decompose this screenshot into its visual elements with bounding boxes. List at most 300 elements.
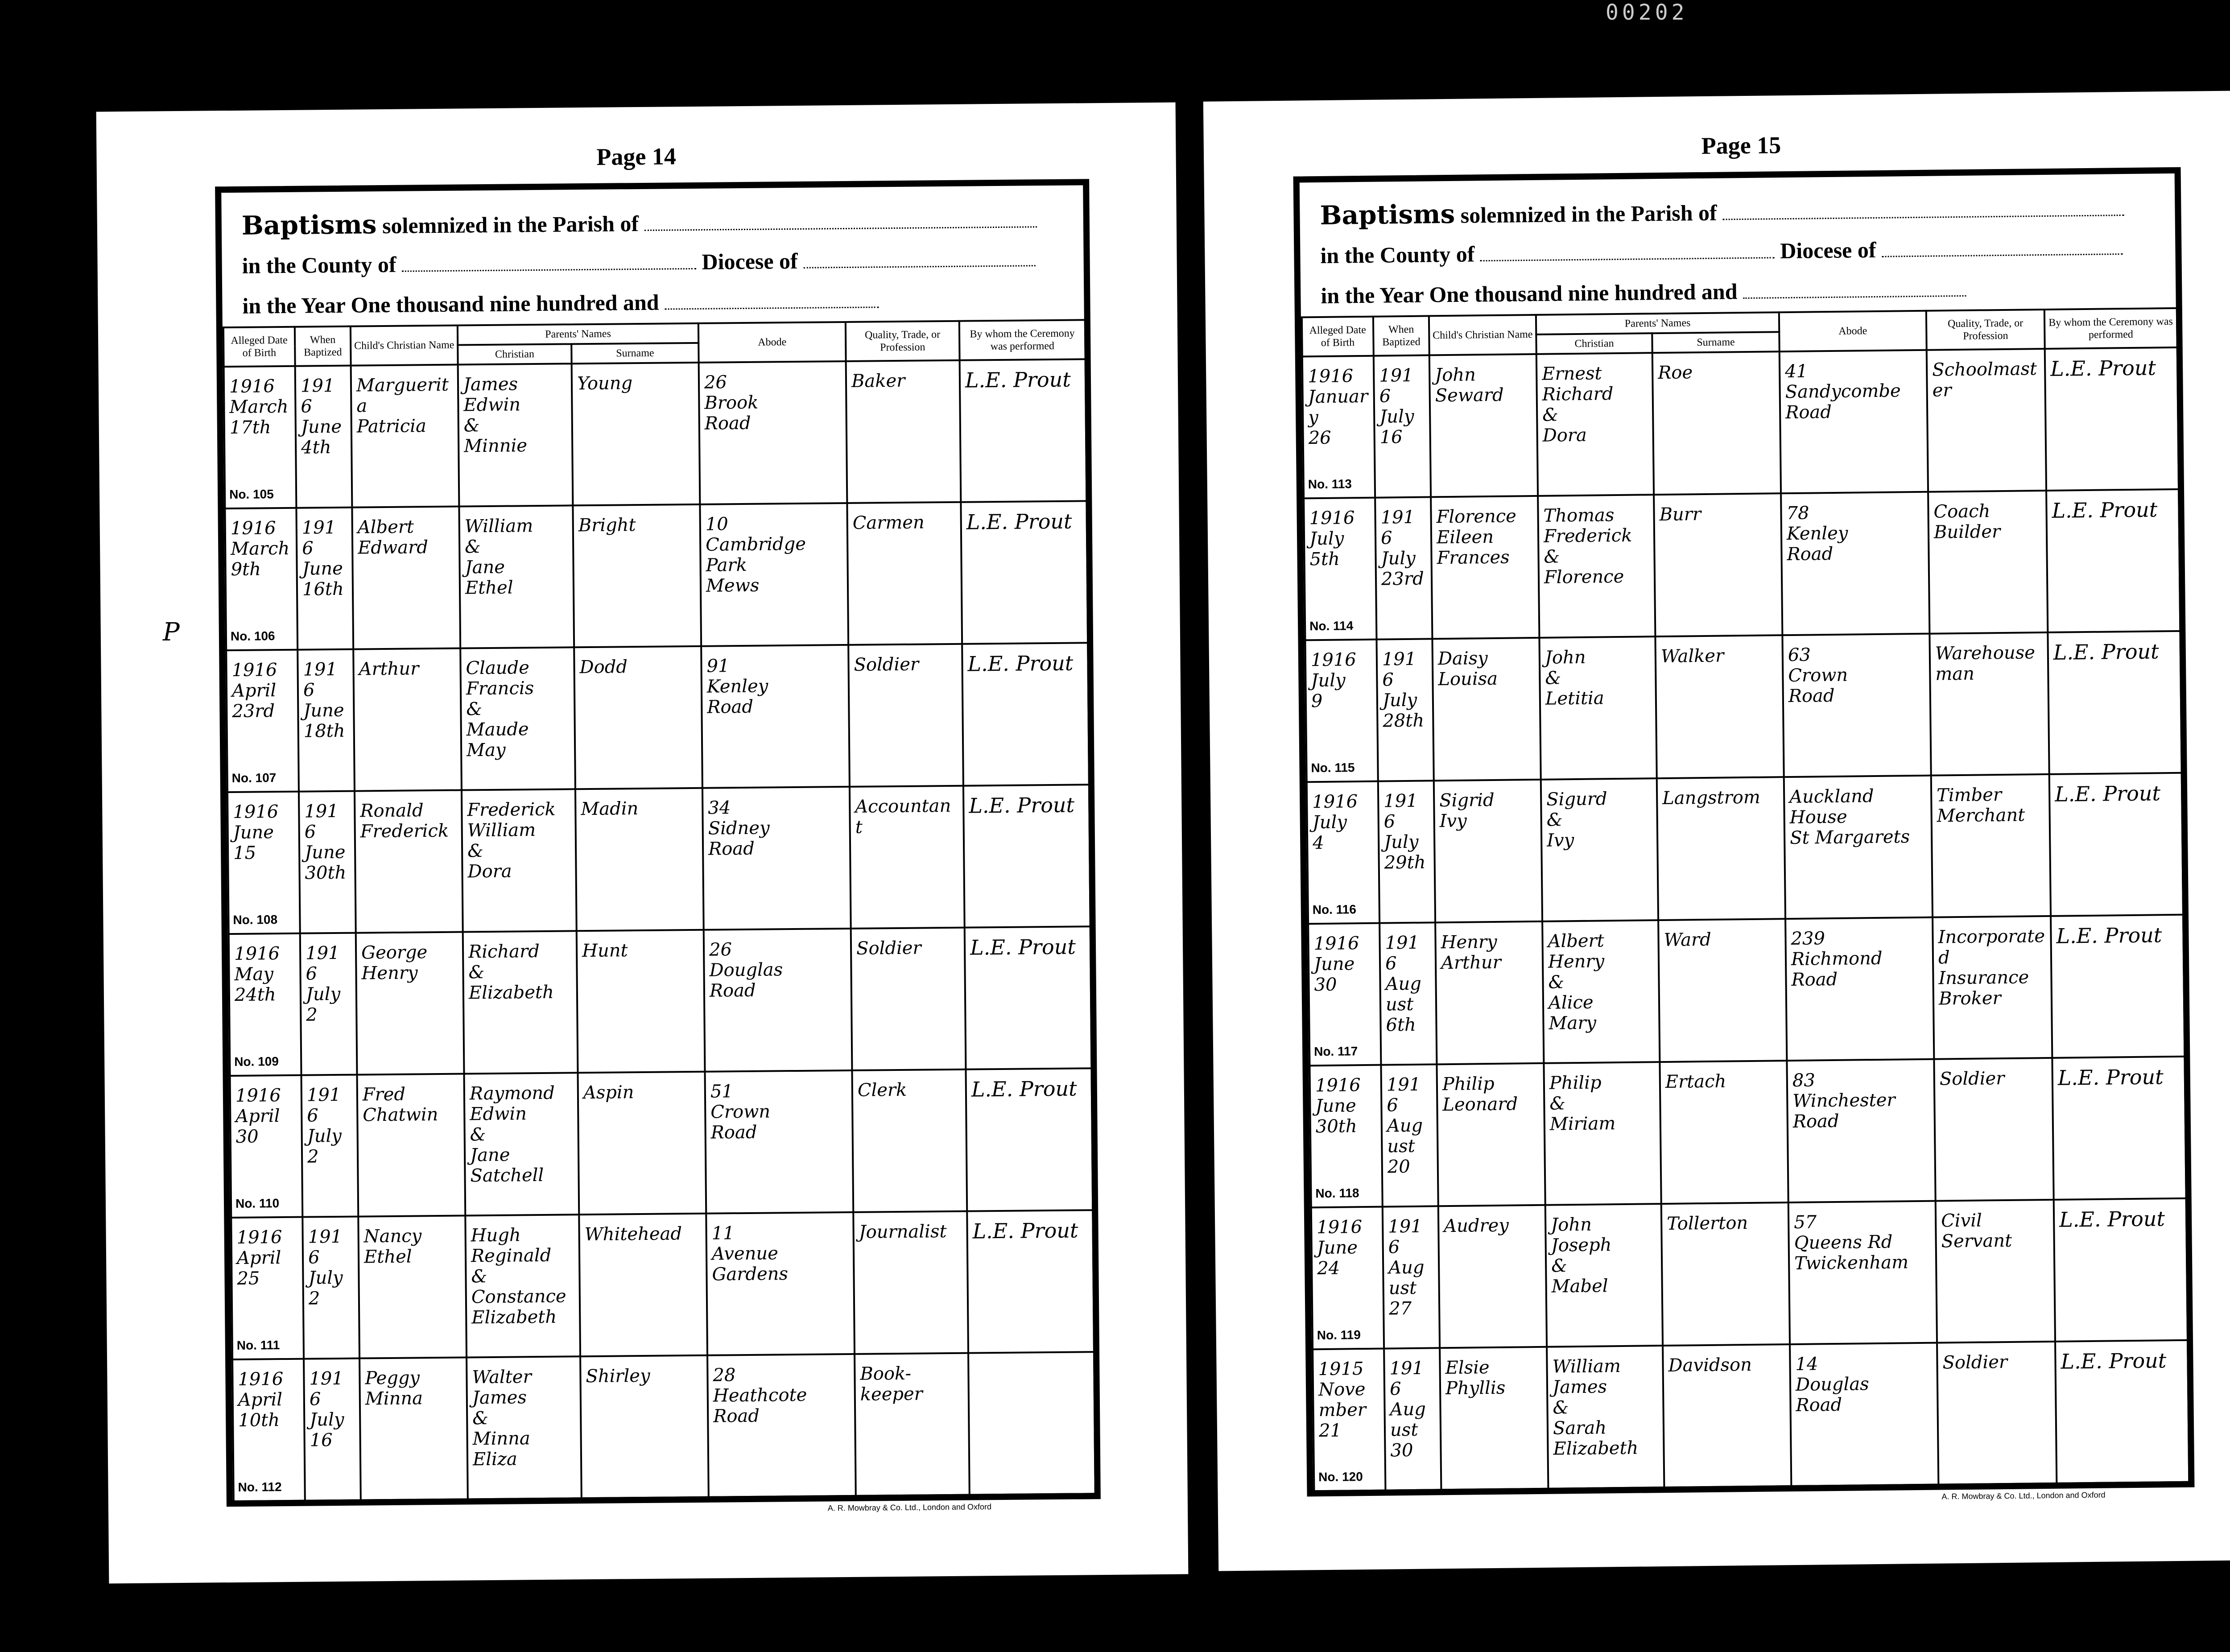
- baptism-table: [1301, 307, 2190, 1492]
- entry-parents-christian-cell: [1544, 1062, 1661, 1205]
- entry-profession-cell: [852, 1070, 967, 1212]
- entry-birth-date-cell: [225, 508, 297, 650]
- entry-surname: Young: [577, 373, 633, 394]
- entry-birth-date: 1916 June 30: [1313, 933, 1359, 995]
- entry-child-name: George Henry: [361, 942, 428, 984]
- entry-baptized-date-cell: [1381, 1064, 1438, 1206]
- page-number: Page 14: [596, 143, 677, 170]
- entry-surname-cell: [1660, 1061, 1788, 1204]
- col-parents-names: Parents' Names: [1536, 312, 1779, 335]
- entry-profession-cell: [855, 1353, 970, 1496]
- entry-abode: 28 Heathcote Road: [713, 1365, 807, 1427]
- entry-abode: 91 Kenley Road: [706, 656, 768, 718]
- entry-parents-christian-cell: [459, 505, 574, 648]
- entry-birth-date-cell: [1307, 781, 1379, 924]
- entry-baptized-date: 1916 August 6th: [1385, 932, 1422, 1036]
- entry-parents-christian: Claude Francis & Maude May: [466, 657, 534, 761]
- entry-parents-christian: James Edwin & Minnie: [463, 374, 528, 457]
- entry-abode: 83 Winchester Road: [1792, 1070, 1896, 1132]
- entry-number: No. 109: [234, 1054, 279, 1069]
- entry-number: No. 118: [1315, 1186, 1359, 1201]
- year-label: in the Year One thousand nine hundred and: [242, 289, 659, 318]
- entry-child-name-cell: [1434, 780, 1542, 922]
- entry-baptized-date: 1916 July 29th: [1383, 790, 1426, 873]
- entry-profession-cell: [1934, 1058, 2053, 1201]
- entry-profession-cell: [1929, 632, 2049, 776]
- entry-parents-christian-cell: [1547, 1346, 1664, 1489]
- entry-abode-cell: [1780, 350, 1928, 493]
- col-alleged-date: Alleged Date of Birth: [223, 327, 295, 367]
- col-abode: Abode: [698, 322, 846, 363]
- table-row: [1305, 631, 2181, 782]
- entry-officiant: L.E. Prout: [970, 934, 1076, 960]
- entry-parents-christian: Raymond Edwin & Jane Satchell: [469, 1082, 555, 1186]
- entry-child-name: Nancy Ethel: [363, 1226, 422, 1268]
- entry-baptized-date: 1916 August 27: [1388, 1216, 1425, 1319]
- table-row: [231, 1210, 1094, 1359]
- entry-surname-cell: [578, 1072, 706, 1214]
- entry-profession: Timber Merchant: [1936, 785, 2025, 826]
- col-surname: Surname: [571, 343, 698, 363]
- entry-birth-date-cell: [1305, 640, 1378, 782]
- entry-profession-cell: [853, 1211, 968, 1354]
- year-label: in the Year One thousand nine hundred and: [1321, 279, 1738, 308]
- entry-birth-date-cell: [1304, 498, 1376, 640]
- entry-officiant: L.E. Prout: [2057, 1065, 2164, 1090]
- entry-child-name-cell: [352, 507, 460, 649]
- entry-birth-date: 1916 June 30th: [1315, 1075, 1361, 1137]
- entry-parents-christian: Philip & Miriam: [1549, 1072, 1616, 1135]
- entry-number: No. 119: [1317, 1328, 1361, 1342]
- entry-profession: Incorporated Insurance Broker: [1938, 926, 2045, 1009]
- entry-officiant: L.E. Prout: [2056, 923, 2162, 948]
- entry-baptized-date: 1916 July 28th: [1382, 648, 1425, 731]
- margin-annotation: P: [163, 618, 180, 647]
- entry-officiant: L.E. Prout: [969, 793, 1075, 818]
- entry-surname: Burr: [1659, 504, 1701, 525]
- scan-reel-mark: 00202: [1606, 0, 1688, 25]
- col-child-name: Child's Christian Name: [1429, 315, 1536, 355]
- entry-officiant: [969, 1353, 1093, 1363]
- entry-number: No. 113: [1308, 477, 1352, 491]
- table-row: [227, 785, 1090, 934]
- county-label: in the County of: [1320, 241, 1475, 268]
- entry-baptized-date-cell: [301, 1075, 359, 1217]
- entry-parents-christian: John & Letitia: [1544, 647, 1604, 709]
- table-row: [1313, 1340, 2189, 1491]
- col-by-whom: By whom the Ceremony was performed: [2044, 308, 2177, 349]
- entry-parents-christian-cell: [464, 1073, 579, 1215]
- entry-birth-date-cell: [1313, 1349, 1385, 1491]
- entry-abode: 57 Queens Rd Twickenham: [1793, 1212, 1909, 1274]
- entry-surname-cell: [1658, 919, 1787, 1062]
- entry-abode-cell: [1790, 1343, 1938, 1486]
- entry-birth-date-cell: [229, 933, 301, 1076]
- entry-abode-cell: [706, 1212, 855, 1355]
- entry-surname-cell: [1654, 493, 1782, 636]
- entry-officiant: L.E. Prout: [971, 1076, 1077, 1102]
- printer-imprint: A. R. Mowbray & Co. Ltd., London and Oxford: [1941, 1490, 2106, 1501]
- entry-profession: Soldier: [1939, 1068, 2005, 1090]
- entry-baptized-date-cell: [1383, 1206, 1440, 1348]
- entry-child-name-cell: [1435, 921, 1544, 1064]
- entry-birth-date-cell: [231, 1217, 304, 1359]
- col-quality: Quality, Trade, or Profession: [1926, 310, 2045, 350]
- entry-number: No. 107: [231, 771, 277, 785]
- entry-surname-cell: [580, 1355, 709, 1498]
- entry-surname-cell: [1655, 635, 1784, 778]
- entry-abode: 26 Brook Road: [704, 372, 759, 434]
- entry-surname: Madin: [581, 798, 639, 820]
- entry-abode: 63 Crown Road: [1788, 644, 1848, 707]
- col-parents-names: Parents' Names: [458, 323, 698, 345]
- table-row: [224, 359, 1087, 508]
- entry-birth-date: 1916 January 26: [1308, 366, 1368, 449]
- year-fill-line: [665, 289, 879, 310]
- register-header: [221, 185, 1084, 326]
- entry-surname-cell: [577, 930, 705, 1073]
- register-page-left: [96, 103, 1189, 1584]
- entry-child-name: Ronald Frederick: [360, 800, 449, 842]
- entry-birth-date: 1916 April 23rd: [231, 660, 277, 722]
- entry-surname: Bright: [578, 515, 636, 536]
- entry-child-name: Elsie Phyllis: [1445, 1357, 1506, 1399]
- entry-abode: 11 Avenue Gardens: [711, 1223, 789, 1285]
- entry-child-name-cell: [1429, 354, 1538, 497]
- table-row: [1302, 347, 2179, 499]
- entry-officiant-cell: [2055, 1340, 2189, 1483]
- entry-profession: Accountant: [855, 795, 951, 838]
- entry-abode-cell: [1782, 634, 1931, 777]
- baptism-table: [223, 319, 1096, 1502]
- county-fill-line: [402, 250, 696, 272]
- entry-abode: 51 Crown Road: [710, 1081, 771, 1143]
- entry-surname: Shirley: [586, 1365, 650, 1387]
- table-row: [229, 926, 1092, 1076]
- entry-officiant: L.E. Prout: [2050, 355, 2156, 381]
- entry-abode-cell: [700, 503, 848, 646]
- entry-child-name-cell: [1432, 638, 1540, 781]
- entry-officiant: L.E. Prout: [965, 367, 1071, 392]
- entry-child-name: Philip Leonard: [1442, 1073, 1518, 1115]
- entry-parents-christian: Walter James & Minna Eliza: [472, 1367, 532, 1470]
- entry-parents-christian: Albert Henry & Alice Mary: [1548, 930, 1605, 1034]
- entry-profession-cell: [847, 502, 962, 645]
- diocese-label: Diocese of: [702, 248, 798, 274]
- entry-number: No. 111: [236, 1338, 280, 1352]
- parish-fill-line: [644, 208, 1037, 231]
- parish-label: solemnized in the Parish of: [1460, 200, 1717, 228]
- entry-number: No. 110: [235, 1196, 280, 1210]
- entry-baptized-date: 1916 August 30: [1389, 1358, 1426, 1461]
- entry-surname: Aspin: [583, 1082, 634, 1103]
- entry-profession: Soldier: [1942, 1351, 2008, 1373]
- col-quality: Quality, Trade, or Profession: [846, 321, 960, 361]
- entry-officiant-cell: [2051, 915, 2185, 1058]
- entry-profession-cell: [1936, 1200, 2055, 1343]
- entry-parents-christian-cell: [1539, 636, 1656, 780]
- entry-number: No. 108: [233, 913, 278, 927]
- entry-profession: Carmen: [852, 512, 925, 533]
- diocese-fill-line: [803, 247, 1035, 268]
- entry-profession: Schoolmaster: [1932, 359, 2037, 401]
- entry-baptized-date-cell: [296, 508, 353, 650]
- entry-profession: Baker: [851, 370, 905, 392]
- entry-child-name: Fred Chatwin: [362, 1084, 438, 1126]
- entry-abode-cell: [1781, 492, 1929, 635]
- entry-profession: Journalist: [859, 1221, 947, 1243]
- entry-abode-cell: [1785, 917, 1934, 1061]
- entry-birth-date: 1916 March 9th: [230, 518, 290, 580]
- baptism-register: [1293, 167, 2195, 1497]
- entry-parents-christian-cell: [460, 647, 575, 790]
- entry-baptized-date: 1916 July 2: [308, 1226, 343, 1309]
- entry-parents-christian: Richard & Elizabeth: [468, 941, 554, 1004]
- entry-surname-cell: [575, 788, 704, 931]
- entry-officiant-cell: [963, 785, 1090, 927]
- entry-officiant-cell: [966, 1068, 1093, 1211]
- table-row: [1304, 489, 2180, 640]
- col-when-baptized: When Baptized: [1373, 316, 1429, 355]
- entry-baptized-date: 1916 July 2: [306, 1084, 342, 1167]
- entry-parents-christian-cell: [463, 931, 578, 1074]
- entry-number: No. 116: [1312, 902, 1357, 917]
- entry-surname: Langstrom: [1662, 787, 1760, 809]
- entry-baptized-date: 1916 August 20: [1386, 1074, 1423, 1177]
- entry-baptized-date: 1916 June 16th: [301, 517, 344, 600]
- entry-birth-date-cell: [227, 792, 300, 934]
- entry-baptized-date-cell: [302, 1217, 359, 1359]
- entry-birth-date: 1916 March 17th: [229, 376, 289, 438]
- entry-baptized-date-cell: [1379, 922, 1437, 1065]
- entry-child-name: Daisy Louisa: [1437, 648, 1498, 690]
- col-child-name: Child's Christian Name: [351, 326, 458, 366]
- entry-profession-cell: [1927, 349, 2046, 492]
- entry-abode: 41 Sandycombe Road: [1784, 361, 1901, 423]
- entry-abode-cell: [704, 929, 852, 1072]
- entry-profession: Book- keeper: [860, 1363, 923, 1405]
- baptism-register: [215, 179, 1101, 1507]
- entry-child-name-cell: [358, 1215, 467, 1358]
- entry-birth-date-cell: [1309, 1065, 1382, 1208]
- entry-child-name-cell: [1438, 1205, 1547, 1348]
- table-row: [1308, 915, 2185, 1066]
- entry-parents-christian: William James & Sarah Elizabeth: [1552, 1356, 1639, 1459]
- entry-parents-christian-cell: [1536, 353, 1654, 496]
- entry-surname: Tollerton: [1666, 1213, 1748, 1234]
- entry-birth-date-cell: [224, 366, 297, 508]
- entry-abode: Auckland House St Margarets: [1789, 786, 1910, 849]
- entry-baptized-date-cell: [300, 933, 357, 1075]
- entry-parents-christian-cell: [462, 789, 577, 932]
- table-row: [1307, 773, 2183, 924]
- entry-officiant: L.E. Prout: [967, 651, 1074, 676]
- entry-officiant-cell: [2048, 631, 2181, 774]
- entry-surname: Roe: [1657, 362, 1693, 384]
- entry-child-name: Florence Eileen Frances: [1436, 506, 1517, 569]
- entry-birth-date: 1916 June 15: [233, 801, 279, 864]
- entry-abode-cell: [1787, 1059, 1935, 1202]
- entry-baptized-date-cell: [1384, 1348, 1441, 1490]
- entry-birth-date: 1916 July 4: [1312, 791, 1358, 854]
- entry-surname: Ertach: [1665, 1071, 1726, 1092]
- entry-surname-cell: [1663, 1344, 1791, 1487]
- parish-label: solemnized in the Parish of: [382, 211, 639, 239]
- entry-child-name: Marguerita Patricia: [356, 374, 449, 437]
- table-row: [1309, 1057, 2186, 1208]
- entry-birth-date: 1916 April 30: [235, 1085, 281, 1147]
- entry-number: No. 120: [1318, 1470, 1363, 1484]
- entry-child-name: Albert Edward: [357, 516, 429, 558]
- entry-baptized-date: 1916 July 23rd: [1380, 507, 1424, 590]
- entry-surname-cell: [1657, 777, 1785, 920]
- entry-abode: 78 Kenley Road: [1786, 503, 1848, 565]
- entry-birth-date-cell: [230, 1075, 303, 1218]
- table-row: [1311, 1198, 2188, 1350]
- entry-abode-cell: [705, 1070, 853, 1214]
- entry-child-name: Audrey: [1444, 1215, 1509, 1237]
- county-fill-line: [1480, 239, 1775, 261]
- entry-baptized-date: 1916 June 4th: [300, 375, 342, 458]
- entry-birth-date: 1916 July 9: [1310, 649, 1356, 712]
- entry-profession-cell: [850, 786, 965, 929]
- col-by-whom: By whom the Ceremony was performed: [959, 320, 1086, 360]
- entry-birth-date-cell: [1311, 1207, 1384, 1350]
- entry-surname: Ward: [1664, 929, 1712, 950]
- col-alleged-date: Alleged Date of Birth: [1302, 317, 1374, 357]
- entry-abode-cell: [701, 645, 850, 788]
- entry-child-name-cell: [351, 365, 459, 508]
- entry-baptized-date-cell: [299, 791, 356, 933]
- entry-officiant: L.E. Prout: [2059, 1206, 2165, 1232]
- entry-parents-christian-cell: [458, 363, 573, 506]
- entry-birth-date: 1916 June 24: [1317, 1217, 1363, 1279]
- entry-profession-cell: [846, 360, 961, 503]
- entry-abode: 14 Douglas Road: [1795, 1354, 1869, 1416]
- entry-surname-cell: [1661, 1202, 1790, 1346]
- entry-abode: 239 Richmond Road: [1791, 928, 1883, 991]
- col-christian: Christian: [458, 344, 571, 364]
- entry-officiant-cell: [2052, 1057, 2186, 1200]
- col-christian: Christian: [1536, 333, 1652, 354]
- entry-surname: Davidson: [1668, 1354, 1752, 1376]
- entry-surname-cell: [572, 363, 700, 505]
- entry-officiant: L.E. Prout: [2053, 639, 2159, 665]
- entry-parents-christian: Thomas Frederick & Florence: [1543, 505, 1632, 588]
- entry-surname: Dodd: [579, 657, 628, 678]
- entry-birth-date: 1915 November 21: [1318, 1359, 1367, 1441]
- entry-parents-christian-cell: [465, 1214, 580, 1357]
- entry-profession: Warehouseman: [1935, 642, 2036, 685]
- entry-profession: Civil Servant: [1941, 1210, 2012, 1252]
- entry-number: No. 115: [1311, 760, 1355, 775]
- entry-officiant: L.E. Prout: [966, 509, 1072, 534]
- entry-abode: 34 Sidney Road: [708, 797, 770, 859]
- entry-child-name-cell: [357, 1074, 466, 1217]
- register-title: Baptisms: [1320, 198, 1455, 231]
- entry-baptized-date: 1916 July 16: [309, 1368, 344, 1451]
- entry-child-name-cell: [356, 932, 464, 1075]
- diocese-label: Diocese of: [1780, 237, 1876, 264]
- entry-surname: Walker: [1660, 645, 1724, 667]
- entry-number: No. 106: [230, 629, 275, 644]
- entry-child-name-cell: [1440, 1347, 1548, 1490]
- entry-birth-date-cell: [232, 1359, 305, 1501]
- entry-baptized-date: 1916 June 18th: [303, 659, 345, 742]
- entry-parents-christian: William & Jane Ethel: [464, 516, 533, 599]
- table-row: [225, 501, 1088, 650]
- entry-profession: Coach Builder: [1933, 501, 2001, 543]
- entry-birth-date-cell: [1308, 923, 1381, 1066]
- entry-parents-christian: Ernest Richard & Dora: [1542, 363, 1614, 446]
- entry-number: No. 114: [1309, 619, 1354, 633]
- entry-surname-cell: [574, 646, 702, 789]
- entry-baptized-date-cell: [297, 649, 355, 792]
- entry-birth-date: 1916 July 5th: [1309, 508, 1355, 570]
- entry-officiant-cell: [2046, 489, 2180, 632]
- col-when-baptized: When Baptized: [295, 326, 351, 366]
- entry-baptized-date-cell: [304, 1359, 361, 1501]
- diocese-fill-line: [1882, 235, 2123, 257]
- entry-abode-cell: [1788, 1201, 1937, 1344]
- entry-surname-cell: [1652, 351, 1781, 495]
- entry-parents-christian-cell: [1541, 778, 1658, 921]
- register-page-right: [1203, 90, 2230, 1571]
- entry-child-name-cell: [1431, 496, 1539, 639]
- entry-abode: 10 Cambridge Park Mews: [705, 514, 806, 596]
- entry-parents-christian-cell: [1545, 1204, 1663, 1347]
- entry-officiant-cell: [965, 926, 1092, 1069]
- entry-officiant-cell: [2054, 1198, 2188, 1342]
- register-header: [1300, 173, 2176, 317]
- entry-officiant: L.E. Prout: [2052, 497, 2158, 523]
- entry-baptized-date-cell: [1376, 639, 1433, 781]
- entry-surname: Hunt: [582, 940, 628, 962]
- entry-officiant: L.E. Prout: [972, 1218, 1078, 1243]
- table-row: [226, 643, 1089, 792]
- entry-baptized-date-cell: [295, 366, 352, 508]
- entry-child-name: John Seward: [1435, 364, 1504, 406]
- entry-child-name: Henry Arthur: [1441, 931, 1502, 974]
- entry-abode-cell: [707, 1354, 856, 1497]
- entry-officiant-cell: [2045, 347, 2179, 491]
- entry-parents-christian: Sigurd & Ivy: [1546, 789, 1607, 851]
- entry-parents-christian: Frederick William & Dora: [467, 799, 556, 882]
- entry-number: No. 105: [229, 487, 274, 502]
- entry-child-name: Peggy Minna: [365, 1367, 423, 1409]
- entry-surname: Whitehead: [584, 1223, 682, 1245]
- entry-officiant-cell: [2049, 773, 2183, 916]
- entry-officiant-cell: [960, 359, 1087, 502]
- entry-birth-date: 1916 May 24th: [234, 943, 280, 1005]
- entry-profession-cell: [1931, 774, 2051, 917]
- entry-child-name-cell: [355, 790, 463, 933]
- entry-child-name: Sigrid Ivy: [1439, 789, 1495, 832]
- entry-surname-cell: [573, 504, 701, 647]
- col-surname: Surname: [1652, 332, 1779, 353]
- entry-parents-christian-cell: [1542, 920, 1660, 1063]
- entry-officiant-cell: [962, 643, 1089, 785]
- entry-child-name-cell: [1437, 1063, 1545, 1206]
- entry-baptized-date: 1916 July 16: [1379, 365, 1414, 448]
- entry-officiant-cell: [961, 501, 1088, 644]
- entry-number: No. 117: [1313, 1044, 1358, 1059]
- entry-surname-cell: [579, 1214, 707, 1356]
- entry-profession: Clerk: [857, 1079, 907, 1101]
- entry-officiant: L.E. Prout: [2054, 781, 2161, 806]
- entry-child-name: Arthur: [359, 658, 419, 680]
- year-fill-line: [1743, 277, 1966, 299]
